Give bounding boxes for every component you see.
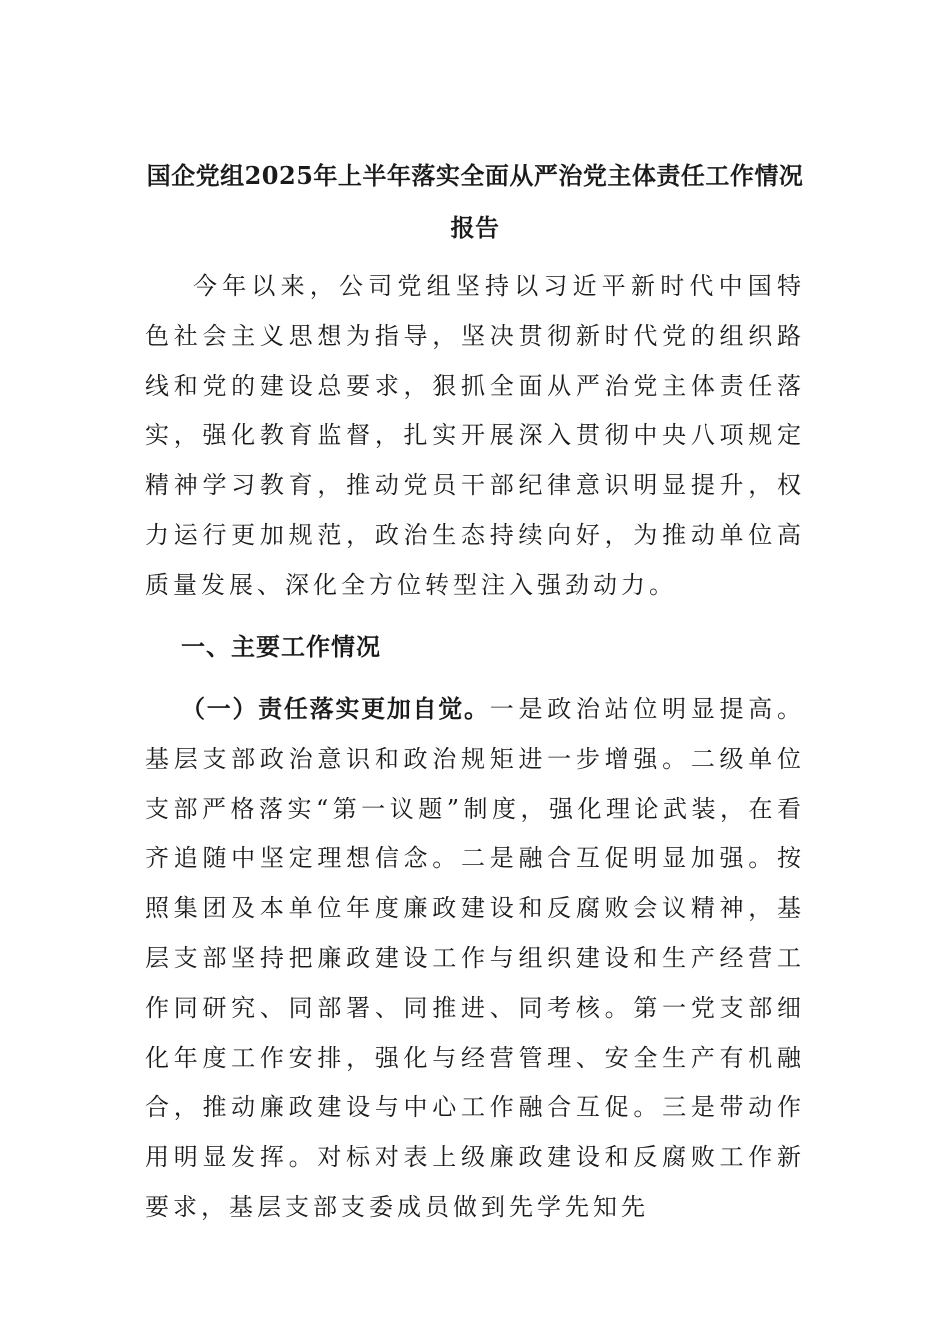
subsection-paragraph xyxy=(145,685,805,1233)
document-title: 国企党组2025年上半年落实全面从严治党主体责任工作情况报告 xyxy=(146,161,804,242)
section-heading: 一、主要工作情况 xyxy=(181,633,381,661)
subsection-lead: （一）责任落实更加自觉。 xyxy=(181,695,490,723)
subsection-text: 一是政治站位明显提高。基层支部政治意识和政治规矩进一步增强。二级单位支部严格落实“第一议题”制度，强化理论武装，在看齐追随中坚定理想信念。二是融合互促明显加强。按照集团及本单位年度廉政建设和反腐败会议精神，基层支部坚持把廉政建设工作与组织建设和生产经营工作同研究、同部署、同推进、同考核。第一党支部细化年度工作安排，强化与经营管理、安全生产有机融合，推动廉政建设与中心工作融合互促。三是带动作用明显发挥。对标对表上级廉政建设和反腐败工作新要求，基层支部支委成员做到先学先知先 xyxy=(145,695,806,1221)
intro-paragraph: 今年以来，公司党组坚持以习近平新时代中国特色社会主义思想为指导，坚决贯彻新时代党的组织路线和党的建设总要求，狠抓全面从严治党主体责任落实，强化教育监督，扎实开展深入贯彻中央八项规定精神学习教育，推动党员干部纪律意识明显提升，权力运行更加规范，政治生态持续向好，为推动单位高质量发展、深化全方位转型注入强劲动力。 xyxy=(145,272,805,599)
